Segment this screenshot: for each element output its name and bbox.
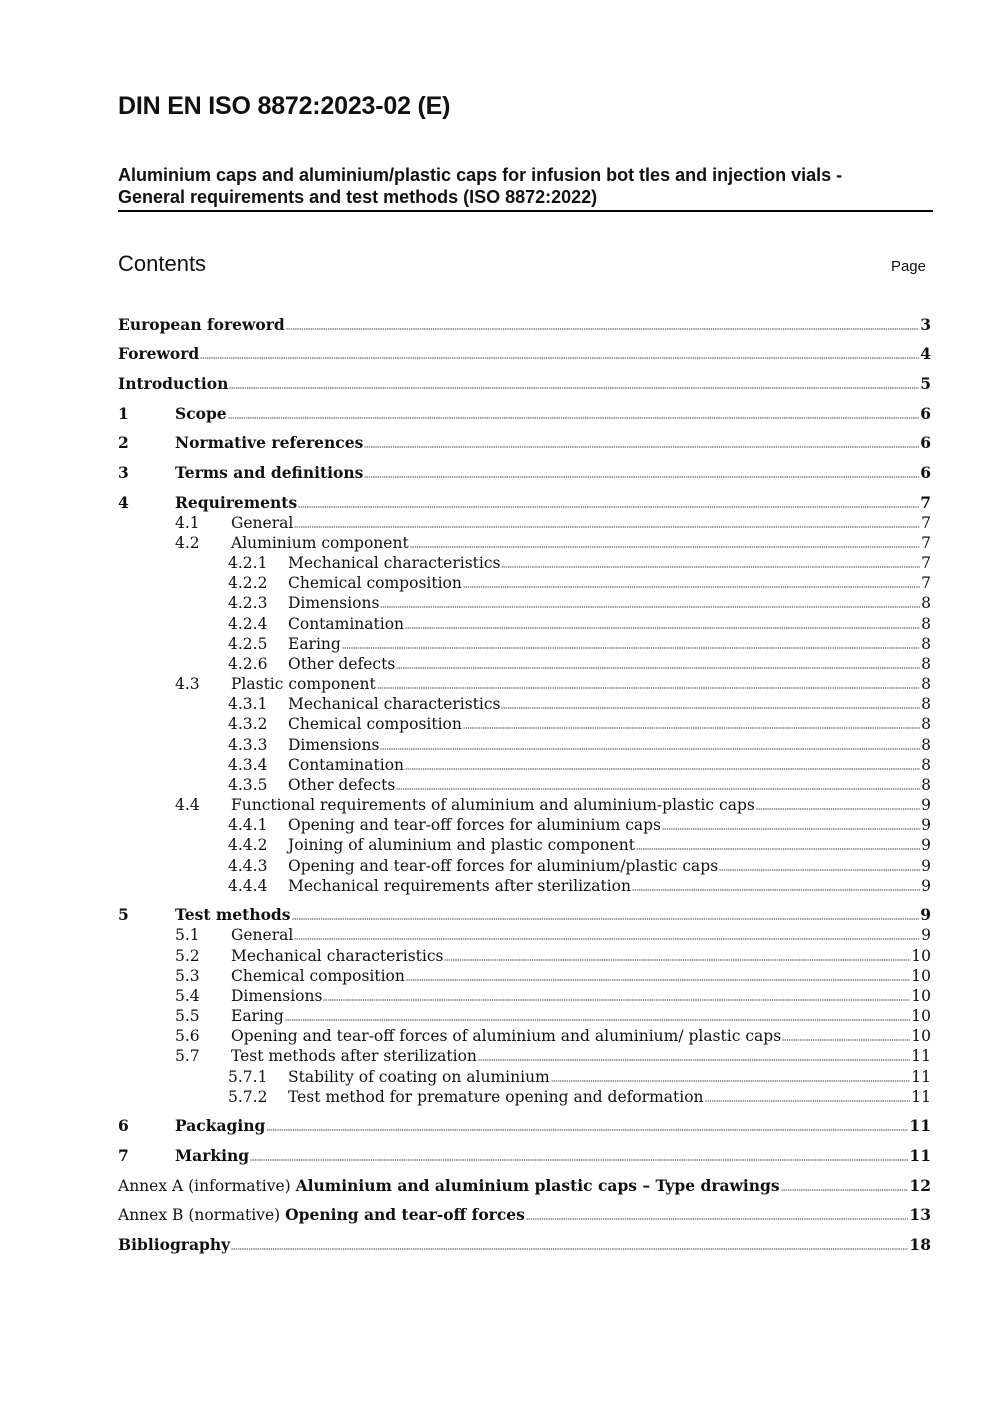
toc-entry-number: 4.4 [175, 796, 200, 814]
toc-entry-page: 10 [911, 1027, 931, 1045]
toc-entry-title: Test methods after sterilization [231, 1047, 477, 1065]
toc-entry-number: 5.7.1 [228, 1068, 268, 1086]
toc-entry[interactable] [118, 404, 931, 424]
toc-entry-page: 5 [920, 374, 931, 393]
toc-entry-number: 5.5 [175, 1007, 200, 1025]
toc-entry-title: Test methods [175, 905, 291, 924]
toc-entry-title: Other defects [288, 776, 396, 794]
toc-entry-page: 3 [920, 315, 931, 334]
toc-entry-number: 5 [118, 905, 129, 924]
toc-entry-title: Test method for premature opening and deformation [288, 1088, 704, 1106]
toc-entry-page: 11 [911, 1047, 931, 1065]
toc-entry-title: Functional requirements of aluminium and aluminium-plastic caps [231, 796, 755, 814]
toc-entry-title: Contamination [288, 615, 405, 633]
document-title: DIN EN ISO 8872:2023-02 (E) [118, 92, 451, 120]
toc-entry-number: 5.7 [175, 1047, 200, 1065]
toc-entry-title: Stability of coating on aluminium [288, 1068, 550, 1086]
toc-entry-title: Earing [288, 635, 341, 653]
toc-entry[interactable] [118, 1026, 931, 1046]
toc-entry[interactable] [118, 533, 931, 553]
toc-entry[interactable] [118, 1067, 931, 1087]
toc-entry[interactable] [118, 493, 931, 513]
toc-dot-leader [380, 605, 920, 609]
toc-entry-title: Opening and tear-off forces of aluminium and aluminium/ plastic caps [231, 1027, 782, 1045]
toc-dot-leader [662, 827, 920, 831]
toc-entry[interactable] [118, 513, 931, 533]
toc-entry-page: 9 [921, 836, 931, 854]
toc-entry[interactable] [118, 986, 931, 1006]
toc-entry-number: 5.6 [175, 1027, 200, 1045]
toc-entry-title: Mechanical requirements after sterilization [288, 877, 631, 895]
toc-entry-page: 11 [911, 1068, 931, 1086]
toc-entry-number: 1 [118, 404, 129, 423]
toc-entry-number: 5.7.2 [228, 1088, 268, 1106]
toc-entry-page: 10 [911, 1007, 931, 1025]
toc-entry-number: 4.3.4 [228, 756, 268, 774]
toc-entry-page: 6 [920, 433, 931, 452]
toc-entry-title: General [231, 514, 294, 532]
toc-entry-page: 4 [920, 344, 931, 363]
toc-dot-leader [478, 1058, 910, 1062]
toc-entry-number: 5.1 [175, 926, 200, 944]
toc-dot-leader [342, 646, 920, 650]
toc-entry-page: 11 [911, 1088, 931, 1106]
toc-entry-title: General [231, 926, 294, 944]
toc-entry-page: 7 [921, 534, 931, 552]
toc-entry-page: 10 [911, 987, 931, 1005]
toc-dot-leader [396, 787, 920, 791]
toc-entry-number: 4.2.2 [228, 574, 268, 592]
toc-entry[interactable] [118, 1116, 931, 1136]
toc-entry-page: 9 [921, 816, 931, 834]
toc-entry[interactable] [118, 795, 931, 815]
toc-entry-page: 8 [921, 715, 931, 733]
toc-entry-number: 4 [118, 493, 129, 512]
toc-entry-number: 4.3.1 [228, 695, 268, 713]
toc-entry[interactable] [118, 735, 931, 755]
toc-entry[interactable] [118, 714, 931, 734]
toc-entry-title: Contamination [288, 756, 405, 774]
toc-entry-number: 4.4.2 [228, 836, 268, 854]
toc-dot-leader [294, 937, 920, 941]
toc-dot-leader [292, 917, 920, 921]
toc-entry-page: 12 [909, 1176, 931, 1195]
toc-entry[interactable] [118, 905, 931, 925]
toc-dot-leader [250, 1158, 908, 1162]
toc-dot-leader [756, 807, 920, 811]
toc-entry[interactable] [118, 344, 931, 364]
toc-dot-leader [463, 585, 920, 589]
toc-entry-number: 4.2.3 [228, 594, 268, 612]
toc-entry-page: 8 [921, 615, 931, 633]
toc-dot-leader [298, 505, 919, 509]
page-column-label: Page [890, 258, 926, 275]
toc-entry[interactable] [118, 654, 931, 674]
toc-entry-page: 13 [909, 1205, 931, 1224]
toc-entry[interactable] [118, 835, 931, 855]
toc-dot-leader [200, 356, 919, 360]
toc-entry-number: 4.4.4 [228, 877, 268, 895]
toc-entry-page: 10 [911, 967, 931, 985]
toc-dot-leader [266, 1128, 908, 1132]
toc-entry[interactable] [118, 1046, 931, 1066]
toc-entry[interactable] [118, 694, 931, 714]
toc-entry-title: Marking [175, 1146, 250, 1165]
toc-entry-page: 18 [909, 1235, 931, 1254]
toc-dot-leader [705, 1099, 911, 1103]
toc-dot-leader [444, 958, 910, 962]
toc-entry-title: Requirements [175, 493, 298, 512]
toc-entry-number: 4.3.5 [228, 776, 268, 794]
toc-dot-leader [551, 1079, 911, 1083]
toc-entry-page: 8 [921, 695, 931, 713]
toc-dot-leader [285, 1018, 910, 1022]
toc-entry[interactable] [118, 553, 931, 573]
toc-entry[interactable] [118, 1146, 931, 1166]
toc-dot-leader [719, 868, 920, 872]
toc-entry-page: 9 [921, 796, 931, 814]
toc-entry-title: Other defects [288, 655, 396, 673]
toc-entry[interactable] [118, 755, 931, 775]
toc-entry-title: Annex A (informative) Aluminium and aluminium plastic caps – Type drawings [118, 1176, 780, 1195]
toc-entry[interactable] [118, 856, 931, 876]
toc-entry-page: 8 [921, 635, 931, 653]
toc-entry-number: 4.2.1 [228, 554, 268, 572]
toc-entry-title: Mechanical characteristics [231, 947, 444, 965]
toc-entry-title: Chemical composition [288, 715, 462, 733]
toc-entry[interactable] [118, 946, 931, 966]
toc-dot-leader [781, 1188, 909, 1192]
toc-entry-number: 4.1 [175, 514, 200, 532]
toc-entry-number: 4.2.4 [228, 615, 268, 633]
toc-entry-number: 5.3 [175, 967, 200, 985]
toc-entry-number: 4.3.2 [228, 715, 268, 733]
toc-dot-leader [410, 545, 920, 549]
toc-entry-page: 8 [921, 756, 931, 774]
toc-entry[interactable] [118, 815, 931, 835]
toc-entry-page: 9 [921, 857, 931, 875]
toc-entry-page: 11 [909, 1116, 931, 1135]
toc-entry-page: 8 [921, 776, 931, 794]
toc-entry[interactable] [118, 374, 931, 394]
toc-entry[interactable] [118, 1176, 931, 1196]
toc-dot-leader [364, 475, 919, 479]
toc-dot-leader [406, 978, 910, 982]
toc-entry-title: European foreword [118, 315, 285, 334]
toc-entry-page: 8 [921, 655, 931, 673]
toc-entry-title: Normative references [175, 433, 364, 452]
toc-entry-number: 2 [118, 433, 129, 452]
toc-dot-leader [501, 706, 920, 710]
toc-entry-number: 3 [118, 463, 129, 482]
toc-entry[interactable] [118, 463, 931, 483]
toc-dot-leader [396, 666, 920, 670]
toc-dot-leader [636, 847, 920, 851]
toc-entry[interactable] [118, 1087, 931, 1107]
toc-entry-title: Dimensions [288, 736, 380, 754]
toc-dot-leader [380, 747, 920, 751]
toc-entry-title: Introduction [118, 374, 229, 393]
toc-entry-number: 7 [118, 1146, 129, 1165]
toc-entry-page: 9 [920, 905, 931, 924]
toc-entry-page: 6 [920, 404, 931, 423]
toc-entry[interactable] [118, 315, 931, 335]
toc-entry-page: 7 [921, 554, 931, 572]
toc-entry-title: Foreword [118, 344, 200, 363]
toc-entry-title: Chemical composition [231, 967, 405, 985]
toc-entry[interactable] [118, 1235, 931, 1255]
toc-entry-page: 11 [909, 1146, 931, 1165]
toc-entry-title: Terms and definitions [175, 463, 364, 482]
toc-entry-page: 9 [921, 926, 931, 944]
toc-dot-leader [463, 726, 920, 730]
toc-dot-leader [526, 1217, 909, 1221]
toc-entry-number: 5.2 [175, 947, 200, 965]
toc-entry-number: 4.3 [175, 675, 200, 693]
toc-dot-leader [632, 888, 920, 892]
toc-entry-number: 4.3.3 [228, 736, 268, 754]
toc-entry-title: Mechanical characteristics [288, 554, 501, 572]
toc-dot-leader [364, 445, 919, 449]
toc-dot-leader [294, 525, 920, 529]
toc-entry-title: Opening and tear-off forces for aluminium/plastic caps [288, 857, 719, 875]
toc-entry-number: 6 [118, 1116, 129, 1135]
toc-entry-page: 8 [921, 675, 931, 693]
toc-entry-page: 6 [920, 463, 931, 482]
toc-entry[interactable] [118, 876, 931, 896]
toc-entry-number: 4.2 [175, 534, 200, 552]
toc-entry-title: Chemical composition [288, 574, 462, 592]
toc-entry-page: 8 [921, 594, 931, 612]
toc-entry-title: Earing [231, 1007, 284, 1025]
toc-entry-title: Opening and tear-off forces for aluminium caps [288, 816, 662, 834]
toc-entry-page: 7 [920, 493, 931, 512]
toc-entry[interactable] [118, 573, 931, 593]
toc-entry-title: Scope [175, 404, 227, 423]
toc-entry-title: Joining of aluminium and plastic component [288, 836, 635, 854]
toc-entry[interactable] [118, 925, 931, 945]
toc-entry-title: Mechanical characteristics [288, 695, 501, 713]
toc-dot-leader [405, 626, 920, 630]
toc-entry[interactable] [118, 634, 931, 654]
toc-dot-leader [405, 767, 920, 771]
toc-entry-page: 9 [921, 877, 931, 895]
toc-entry[interactable] [118, 614, 931, 634]
toc-dot-leader [501, 565, 920, 569]
toc-entry-title: Aluminium component [231, 534, 409, 552]
toc-entry-title: Annex B (normative) Opening and tear-off forces [118, 1205, 525, 1224]
toc-entry[interactable] [118, 1006, 931, 1026]
toc-entry-title: Dimensions [288, 594, 380, 612]
toc-entry-number: 5.4 [175, 987, 200, 1005]
toc-entry-number: 4.4.1 [228, 816, 268, 834]
toc-dot-leader [323, 998, 910, 1002]
toc-entry-number: 4.4.3 [228, 857, 268, 875]
toc-entry-title: Packaging [175, 1116, 266, 1135]
contents-heading: Contents [118, 251, 207, 276]
toc-entry[interactable] [118, 593, 931, 613]
toc-dot-leader [229, 386, 919, 390]
toc-entry-page: 7 [921, 514, 931, 532]
toc-entry[interactable] [118, 674, 931, 694]
toc-entry[interactable] [118, 966, 931, 986]
subtitle-line-2: General requirements and test methods (ISO 8872:2022) [118, 187, 598, 207]
toc-entry-number: 4.2.6 [228, 655, 268, 673]
toc-entry-title: Bibliography [118, 1235, 231, 1254]
toc-entry-page: 10 [911, 947, 931, 965]
toc-dot-leader [782, 1038, 910, 1042]
toc-entry[interactable] [118, 1205, 931, 1225]
toc-entry-page: 8 [921, 736, 931, 754]
toc-dot-leader [231, 1247, 908, 1251]
toc-entry-page: 7 [921, 574, 931, 592]
subtitle-line-1: Aluminium caps and aluminium/plastic caps for infusion bot tles and injection vials - [118, 165, 843, 185]
toc-dot-leader [286, 327, 919, 331]
toc-entry-number: 4.2.5 [228, 635, 268, 653]
toc-dot-leader [377, 686, 920, 690]
toc-entry[interactable] [118, 775, 931, 795]
toc-entry[interactable] [118, 433, 931, 453]
document-subtitle [118, 164, 933, 212]
toc-entry-title: Dimensions [231, 987, 323, 1005]
toc-dot-leader [228, 416, 920, 420]
toc-entry-title: Plastic component [231, 675, 376, 693]
